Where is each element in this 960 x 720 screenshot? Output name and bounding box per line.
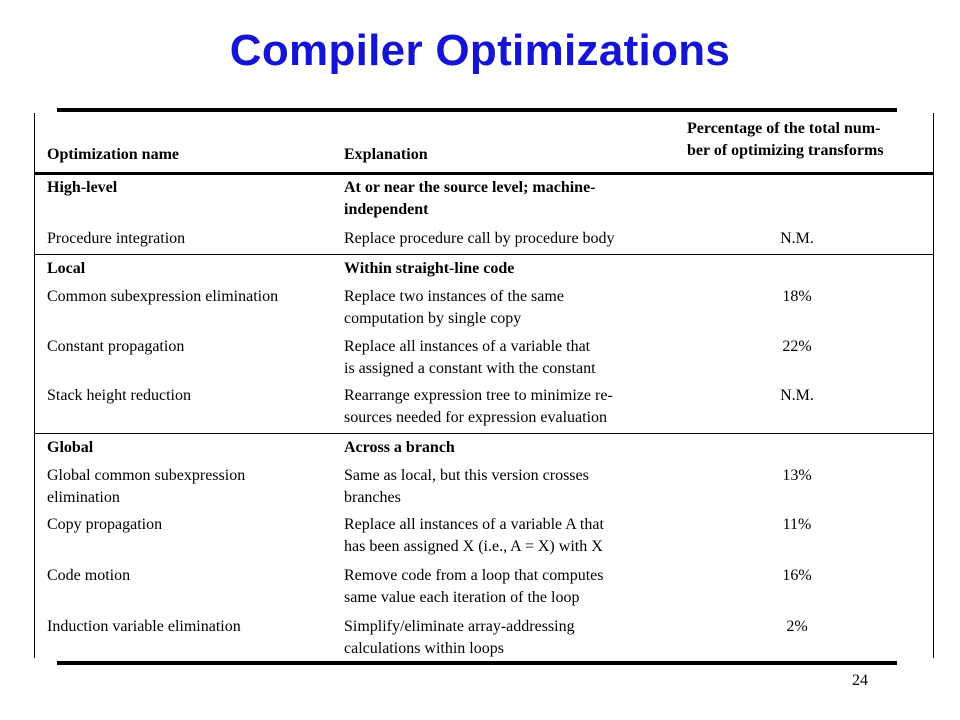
row-explanation-induction-variable-elimination <box>344 616 575 658</box>
explanation-line: Simplify/eliminate array-addressing <box>344 618 575 635</box>
name-line: Global common subexpression <box>47 467 246 484</box>
row-name-global-common-subexpression-elimination <box>47 465 245 509</box>
row-explanation-stack-height-reduction <box>344 385 613 429</box>
explanation-line: is assigned a constant with the constant <box>344 360 596 377</box>
page-number: 24 <box>852 672 868 689</box>
explanation-line: sources needed for expression evaluation <box>344 409 608 426</box>
row-explanation-global-common-subexpression-elimination <box>344 465 589 509</box>
row-percentage-code-motion: 16% <box>782 567 812 584</box>
row-name-copy-propagation: Copy propagation <box>47 516 163 533</box>
explanation-line: Replace all instances of a variable that <box>344 338 591 355</box>
row-percentage-procedure-integration: N.M. <box>780 230 814 247</box>
row-explanation-common-subexpression-elimination <box>344 286 564 330</box>
header-percentage <box>687 118 884 162</box>
row-percentage-common-subexpression-elimination: 18% <box>782 288 812 305</box>
row-name-stack-height-reduction: Stack height reduction <box>47 387 191 404</box>
row-percentage-induction-variable-elimination: 2% <box>786 618 808 635</box>
row-explanation-copy-propagation <box>344 514 604 558</box>
explanation-line: calculations within loops <box>344 640 504 657</box>
section-divider <box>35 254 933 255</box>
section-name-global: Global <box>47 439 94 456</box>
explanation-line: Replace all instances of a variable A that <box>344 516 604 533</box>
explanation-line: Replace two instances of the same <box>344 288 564 305</box>
row-explanation-code-motion <box>344 565 603 609</box>
explanation-line: Rearrange expression tree to minimize re- <box>344 387 613 404</box>
header-percentage-line2: ber of optimizing transforms <box>687 142 884 159</box>
section-name-high-level: High-level <box>47 179 118 196</box>
section-explanation-line: At or near the source level; machine- <box>344 179 596 196</box>
row-name-code-motion: Code motion <box>47 567 131 584</box>
section-explanation-high-level <box>344 177 596 221</box>
row-explanation-constant-propagation <box>344 336 596 380</box>
row-name-procedure-integration: Procedure integration <box>47 230 186 247</box>
section-explanation-local: Within straight-line code <box>344 260 515 277</box>
header-optimization-name: Optimization name <box>47 146 179 163</box>
explanation-line: has been assigned X (i.e., A = X) with X <box>344 538 603 555</box>
explanation-line: computation by single copy <box>344 310 522 327</box>
section-explanation-global: Across a branch <box>344 439 455 456</box>
table-header <box>35 113 933 175</box>
row-explanation-procedure-integration: Replace procedure call by procedure body <box>344 230 615 247</box>
section-explanation-line: independent <box>344 201 429 218</box>
row-name-induction-variable-elimination: Induction variable elimination <box>47 618 241 635</box>
row-percentage-constant-propagation: 22% <box>782 338 812 355</box>
section-name-local: Local <box>47 260 86 277</box>
slide-title: Compiler Optimizations <box>229 26 731 75</box>
section-divider <box>35 433 933 434</box>
header-percentage-line1: Percentage of the total num- <box>687 120 881 137</box>
explanation-line: Same as local, but this version crosses <box>344 467 589 484</box>
row-name-common-subexpression-elimination: Common subexpression elimination <box>47 288 279 305</box>
row-percentage-copy-propagation: 11% <box>782 516 812 533</box>
explanation-line: Remove code from a loop that computes <box>344 567 604 584</box>
optimizations-table <box>34 113 934 658</box>
header-explanation: Explanation <box>344 146 428 163</box>
explanation-line: same value each iteration of the loop <box>344 589 580 606</box>
name-line: elimination <box>47 489 120 506</box>
explanation-line: branches <box>344 489 401 506</box>
row-name-constant-propagation: Constant propagation <box>47 338 185 355</box>
top-rule <box>57 108 897 112</box>
bottom-rule <box>57 661 897 665</box>
row-percentage-global-common-subexpression-elimination: 13% <box>782 467 812 484</box>
row-percentage-stack-height-reduction: N.M. <box>780 387 814 404</box>
